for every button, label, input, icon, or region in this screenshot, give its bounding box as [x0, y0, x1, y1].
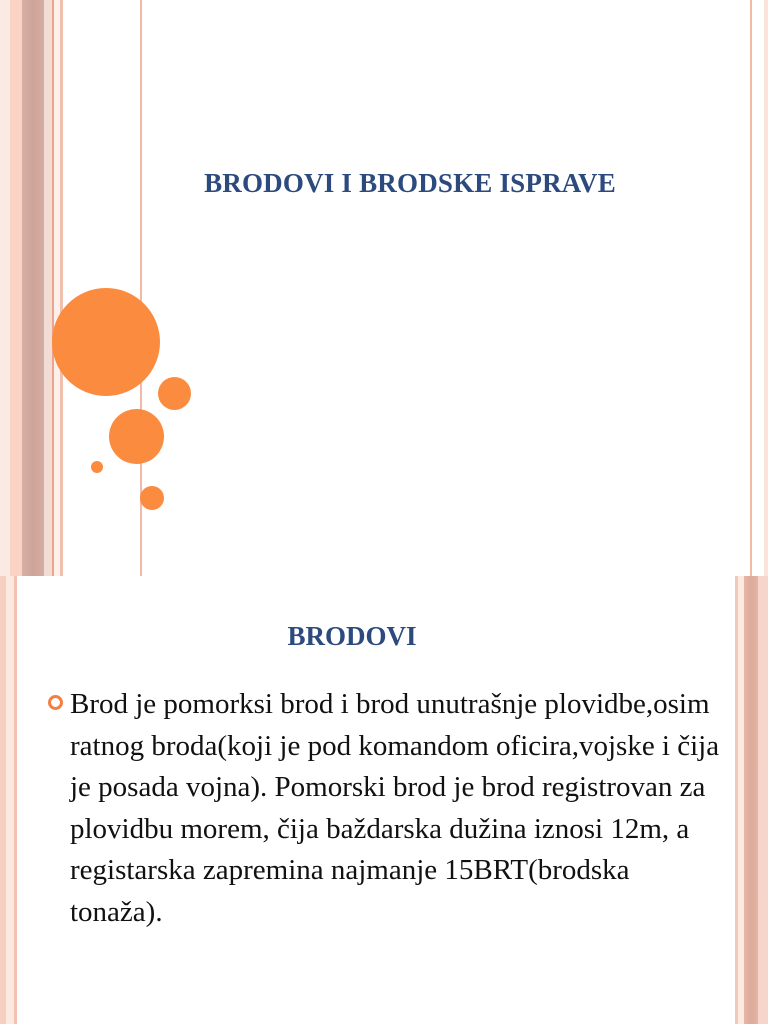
decorative-stripe	[764, 0, 768, 576]
slide-title: BRODOVI I BRODSKE ISPRAVE	[204, 168, 616, 198]
decorative-stripe	[744, 576, 758, 1024]
decorative-stripe	[10, 0, 22, 576]
decorative-circle-medium	[109, 409, 164, 464]
bullet-text: Brod je pomorksi brod i brod unutrašnje plovidbe,osim ratnog broda(koji je pod komandom oficira,vojske i čija je posada vojna). Pomorski brod je brod registrovan za plovidbu morem, čija baždarska dužina iznosi 12m, a registarska zapremina najmanje 15BRT(brodska tonaža).	[70, 688, 720, 928]
decorative-circle-tiny	[91, 461, 103, 473]
decorative-stripe	[22, 0, 44, 576]
decorative-stripe	[60, 0, 63, 576]
slide-title: BRODOVI	[287, 621, 417, 651]
decorative-stripe	[0, 0, 10, 576]
bullet-list	[48, 684, 728, 933]
decorative-stripe	[758, 576, 768, 1024]
decorative-circle-small	[140, 486, 164, 510]
bullet-ring-icon	[48, 695, 63, 710]
content-slide	[0, 576, 768, 1024]
decorative-circle-large	[52, 288, 160, 396]
decorative-stripe	[44, 0, 52, 576]
decorative-circle	[158, 377, 191, 410]
decorative-stripe	[750, 0, 752, 576]
